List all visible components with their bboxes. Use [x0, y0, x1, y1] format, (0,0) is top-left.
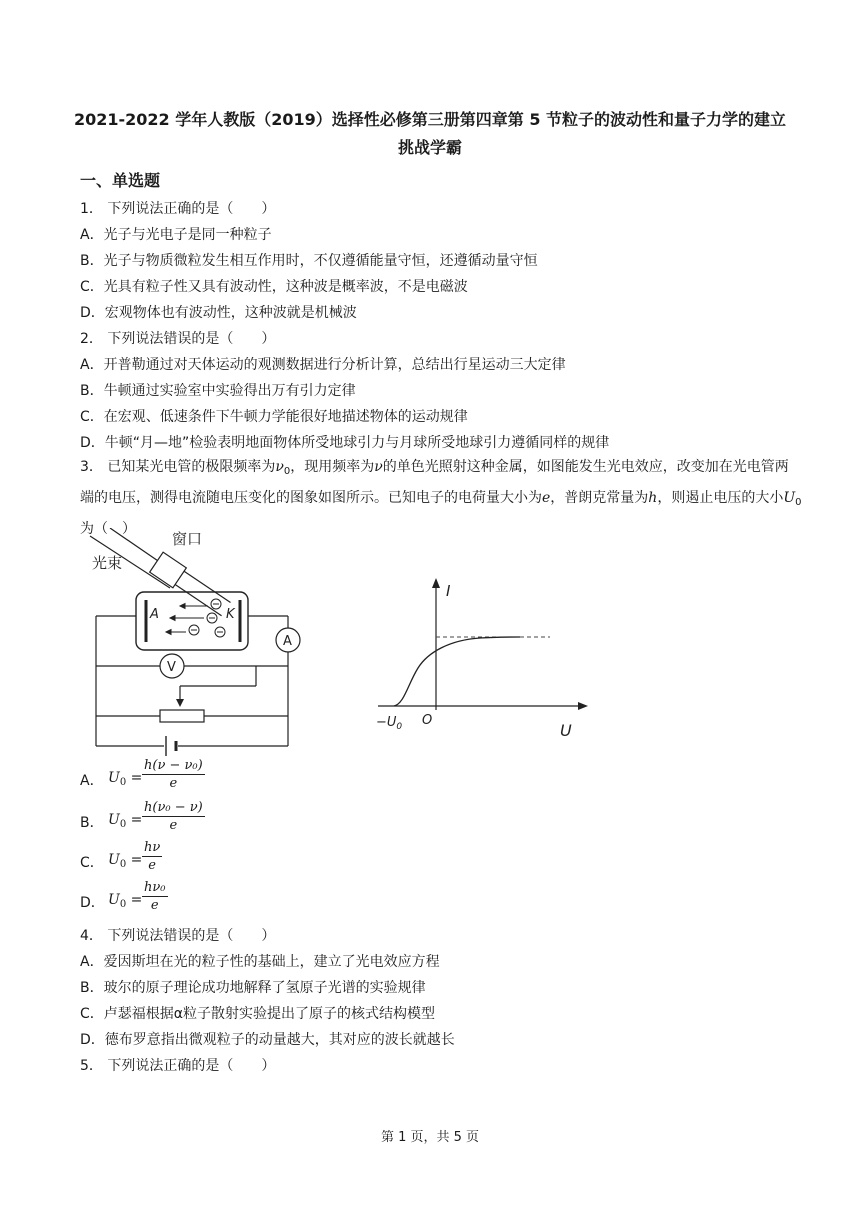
graph-neg-u0-label: $-U_0$ — [376, 715, 403, 732]
ammeter-label: A — [283, 634, 292, 649]
q2-option-a: A．开普勒通过对天体运动的观测数据进行分析计算，总结出行星运动三大定律 — [80, 357, 566, 373]
q1-option-d: D．宏观物体也有波动性，这种波就是机械波 — [80, 305, 357, 321]
voltmeter-label: V — [167, 660, 176, 675]
q1-option-b: B．光子与物质微粒发生相互作用时，不仅遵循能量守恒，还遵循动量守恒 — [80, 253, 538, 269]
circuit-wires — [96, 616, 288, 746]
graph-origin-label: O — [422, 713, 433, 728]
q3-option-c-fraction: $\frac{h\nu}{e}$ — [144, 840, 161, 873]
iu-curve — [394, 637, 520, 706]
q1-option-c: C．光具有粒子性又具有波动性，这种波是概率波，不是电磁波 — [80, 279, 468, 295]
q4-option-d: D．德布罗意指出微观粒子的动量越大，其对应的波长就越长 — [80, 1032, 455, 1048]
q2-stem: 2． 下列说法错误的是（ ） — [80, 331, 276, 347]
q2-option-c: C．在宏观、低速条件下牛顿力学能很好地描述物体的运动规律 — [80, 409, 468, 425]
document-title: 2021-2022 学年人教版（2019）选择性必修第三册第四章第 5 节粒子的波动性和量子力学的建立 — [73, 110, 787, 129]
q4-stem: 4． 下列说法错误的是（ ） — [80, 928, 276, 944]
electrons — [166, 599, 225, 637]
graph-x-label: U — [560, 721, 572, 740]
beam-label: 光束 — [92, 554, 123, 572]
photoelectric-circuit-diagram — [80, 528, 310, 763]
q4-option-c: C．卢瑟福根据α粒子散射实验提出了原子的核式结构模型 — [80, 1006, 436, 1022]
window-tube — [150, 552, 233, 619]
q3-option-d-fraction: $\frac{\text{hν₀}}{e}$ — [144, 880, 166, 913]
document-page: 2021-2022 学年人教版（2019）选择性必修第三册第四章第 5 节粒子的波动性和量子力学的建立 挑战学霸 一、单选题 1． 下列说法正确的是（ ） A．光子与光电子是同一种粒子 B．光子与物质微粒发生相互作用时，不仅遵循能量守恒，还遵循动量守恒 C．光具有粒子性又具有波动性，这种波是概率波，不是电磁波 D．宏观物体也有波动性，这种波就是机械波 2． 下列说法错误的是（ ） A．开普勒通过对天体运动的观测数据进行分析计算，总结出行星运动三大定律 B．牛顿通过实验室中实验得出万有引力定律 C．在宏观、低速条件下牛顿力学能很好地描述物体的运动规律 D．牛顿“月—地”检验表明地面物体所受地球引力与月球所受地球引力遵循同样的规律 3． 已知某光电管的极限频率为$\nu_0$，现用频率为ν的单色光照射这种金属，如图能发生光电效应，改变加在光电管两端的电压，测得电流随电压变化的图象如图所示。已知电子的电荷量大小为e，普朗克常量为h，则遏止电压的大小$U_0$为（ ） 光束 窗口 A K A V I U O $-U_0$ A． $U_0$ = $\frac{\text{h(ν − ν₀)}}{e}$ B． $U_0$ = $\frac{\text{h(ν₀ − ν)}}{e}$ C． $U_0$ = $\frac{h\nu}{e}$ D． $U_0$ = $\frac{\text{hν₀}}{e}$ 4． 下列说法错误的是（ ） A．爱因斯坦在光的粒子性的基础上，建立了光电效应方程 B．玻尔的原子理论成功地解释了氢原子光谱的实验规律 C．卢瑟福根据α粒子散射实验提出了原子的核式结构模型 D．德布罗意指出微观粒子的动量越大，其对应的波长就越长 5． 下列说法正确的是（ ） 第 1 页，共 5 页 — [0, 0, 860, 1216]
q3-stem: 3． 已知某光电管的极限频率为$\nu_0$，现用频率为ν的单色光照射这种金属，如图能发生光电效应，改变加在光电管两端的电压，测得电流随电压变化的图象如图所示。已知电子的电荷量大小为e，普朗克常量为h，则遏止电压的大小$U_0$为（ ） — [80, 459, 802, 537]
anode-label: A — [150, 607, 159, 622]
document-subtitle: 挑战学霸 — [397, 138, 462, 157]
current-voltage-graph — [370, 572, 600, 744]
q3-option-a-fraction: $\frac{\text{h(ν − ν₀)}}{e}$ — [144, 758, 203, 791]
y-axis-arrow — [432, 578, 440, 588]
rheostat-resistor — [160, 710, 204, 722]
cathode-label: K — [226, 607, 235, 622]
q2-option-b: B．牛顿通过实验室中实验得出万有引力定律 — [80, 383, 356, 399]
q1-stem: 1． 下列说法正确的是（ ） — [80, 201, 276, 217]
q4-option-a: A．爱因斯坦在光的粒子性的基础上，建立了光电效应方程 — [80, 954, 440, 970]
q3-option-b-fraction: $\frac{\text{h(ν₀ − ν)}}{e}$ — [144, 800, 203, 833]
page-footer: 第 1 页，共 5 页 — [380, 1130, 480, 1145]
x-axis-arrow — [578, 702, 588, 710]
graph-y-label: I — [446, 582, 451, 600]
section-heading: 一、单选题 — [80, 171, 161, 190]
q5-stem: 5． 下列说法正确的是（ ） — [80, 1058, 276, 1074]
q1-option-a: A．光子与光电子是同一种粒子 — [80, 227, 272, 243]
rheostat-slider-arrow — [176, 699, 184, 707]
window-label: 窗口 — [172, 530, 203, 548]
q4-option-b: B．玻尔的原子理论成功地解释了氢原子光谱的实验规律 — [80, 980, 426, 996]
q2-option-d: D．牛顿“月—地”检验表明地面物体所受地球引力与月球所受地球引力遵循同样的规律 — [80, 435, 610, 451]
